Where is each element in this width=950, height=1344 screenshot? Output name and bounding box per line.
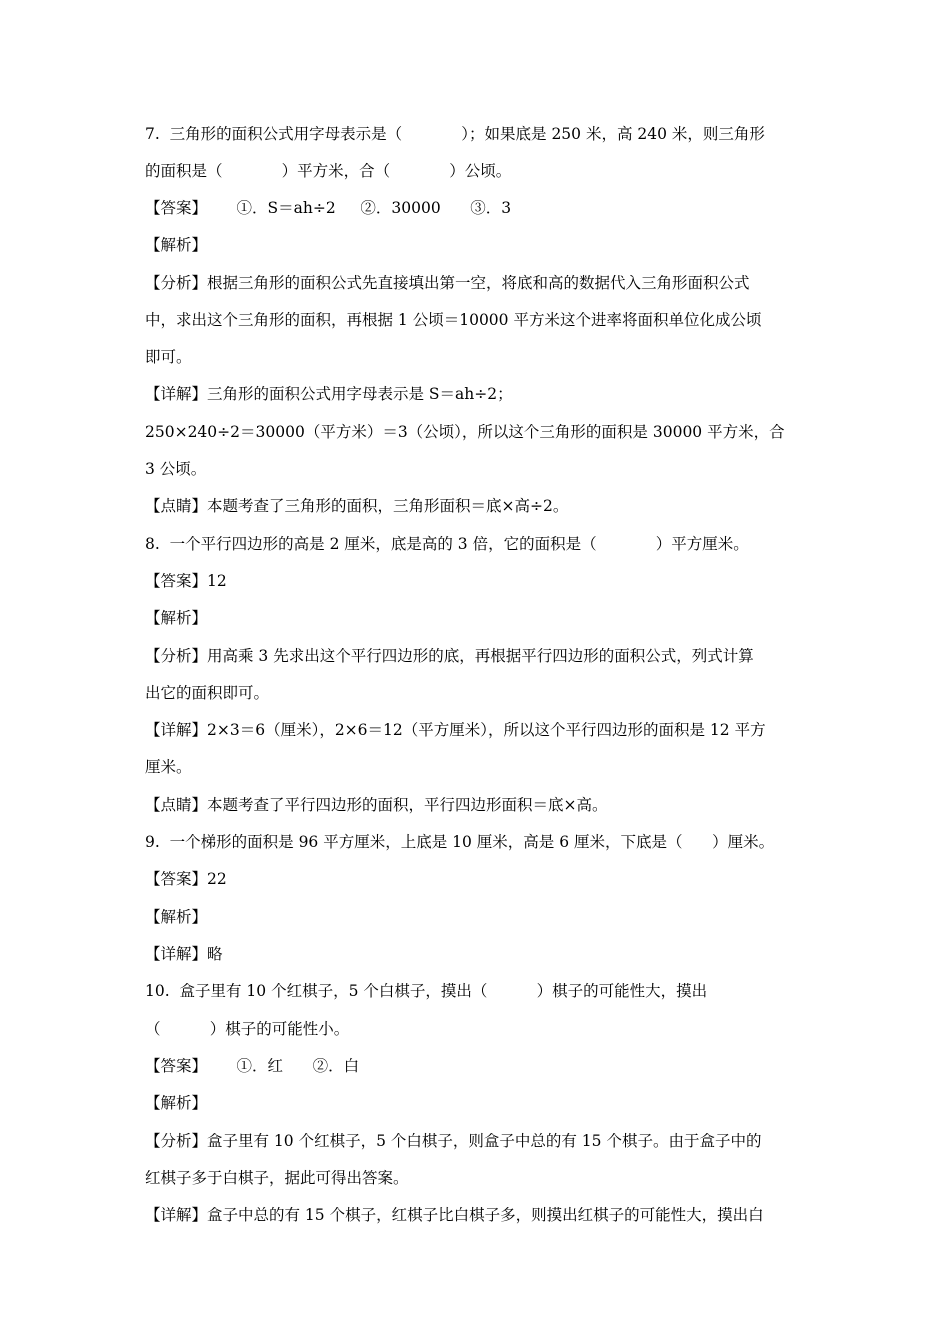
question-8-analysis-line-2: 出它的面积即可。 xyxy=(145,684,270,702)
question-10-stem-line-1: 10. 盒子里有 10 个红棋子，5 个白棋子，摸出（ ）棋子的可能性大，摸出 xyxy=(145,982,708,1000)
question-8-comment: 【点睛】本题考查了平行四边形的面积，平行四边形面积＝底×高。 xyxy=(145,796,608,814)
question-9-stem-line-1: 9. 一个梯形的面积是 96 平方厘米，上底是 10 厘米，高是 6 厘米，下底是（ ）厘米。 xyxy=(145,833,775,851)
question-9-explanation-header: 【解析】 xyxy=(145,908,208,926)
question-7-stem-line-2: 的面积是（ ）平方米，合（ ）公顷。 xyxy=(145,162,512,180)
question-7-detail-line-3: 3 公顷。 xyxy=(145,460,207,478)
question-9-detail-line-1: 【详解】略 xyxy=(145,945,223,963)
question-10-detail-line-1: 【详解】盒子中总的有 15 个棋子，红棋子比白棋子多，则摸出红棋子的可能性大，摸出白 xyxy=(145,1206,764,1224)
question-7-analysis-line-1: 【分析】根据三角形的面积公式先直接填出第一空，将底和高的数据代入三角形面积公式 xyxy=(145,274,750,292)
question-7-stem-line-1: 7. 三角形的面积公式用字母表示是（ ）；如果底是 250 米，高 240 米，则三角形 xyxy=(145,125,765,143)
question-9-answer: 【答案】22 xyxy=(145,870,227,888)
question-10-analysis-line-2: 红棋子多于白棋子，据此可得出答案。 xyxy=(145,1169,409,1187)
question-7-explanation-header: 【解析】 xyxy=(145,236,208,254)
question-8-explanation-header: 【解析】 xyxy=(145,609,208,627)
question-7-detail-line-1: 【详解】三角形的面积公式用字母表示是 S＝ah÷2； xyxy=(145,385,513,403)
question-7-analysis-line-3: 即可。 xyxy=(145,348,192,366)
question-10-answer: 【答案】 ①．红 ②．白 xyxy=(145,1057,360,1075)
question-7-comment: 【点睛】本题考查了三角形的面积，三角形面积＝底×高÷2。 xyxy=(145,497,569,515)
question-10-explanation-header: 【解析】 xyxy=(145,1094,208,1112)
question-8-stem-line-1: 8. 一个平行四边形的高是 2 厘米，底是高的 3 倍，它的面积是（ ）平方厘米。 xyxy=(145,535,749,553)
question-7-analysis-line-2: 中，求出这个三角形的面积，再根据 1 公顷＝10000 平方米这个进率将面积单位化成公顷 xyxy=(145,311,762,329)
question-10-stem-line-2: （ ）棋子的可能性小。 xyxy=(145,1020,350,1038)
question-8-analysis-line-1: 【分析】用高乘 3 先求出这个平行四边形的底，再根据平行四边形的面积公式，列式计算 xyxy=(145,647,754,665)
question-8-answer: 【答案】12 xyxy=(145,572,227,590)
question-7-answer: 【答案】 ①．S＝ah÷2 ②．30000 ③．3 xyxy=(145,199,512,217)
question-8-detail-line-1: 【详解】2×3＝6（厘米），2×6＝12（平方厘米），所以这个平行四边形的面积是 12 平方 xyxy=(145,721,766,739)
question-8-detail-line-2: 厘米。 xyxy=(145,758,192,776)
question-7-detail-line-2: 250×240÷2＝30000（平方米）＝3（公顷），所以这个三角形的面积是 30000 平方米，合 xyxy=(145,423,785,441)
question-10-analysis-line-1: 【分析】盒子里有 10 个红棋子，5 个白棋子，则盒子中总的有 15 个棋子。由于盒子中的 xyxy=(145,1132,762,1150)
